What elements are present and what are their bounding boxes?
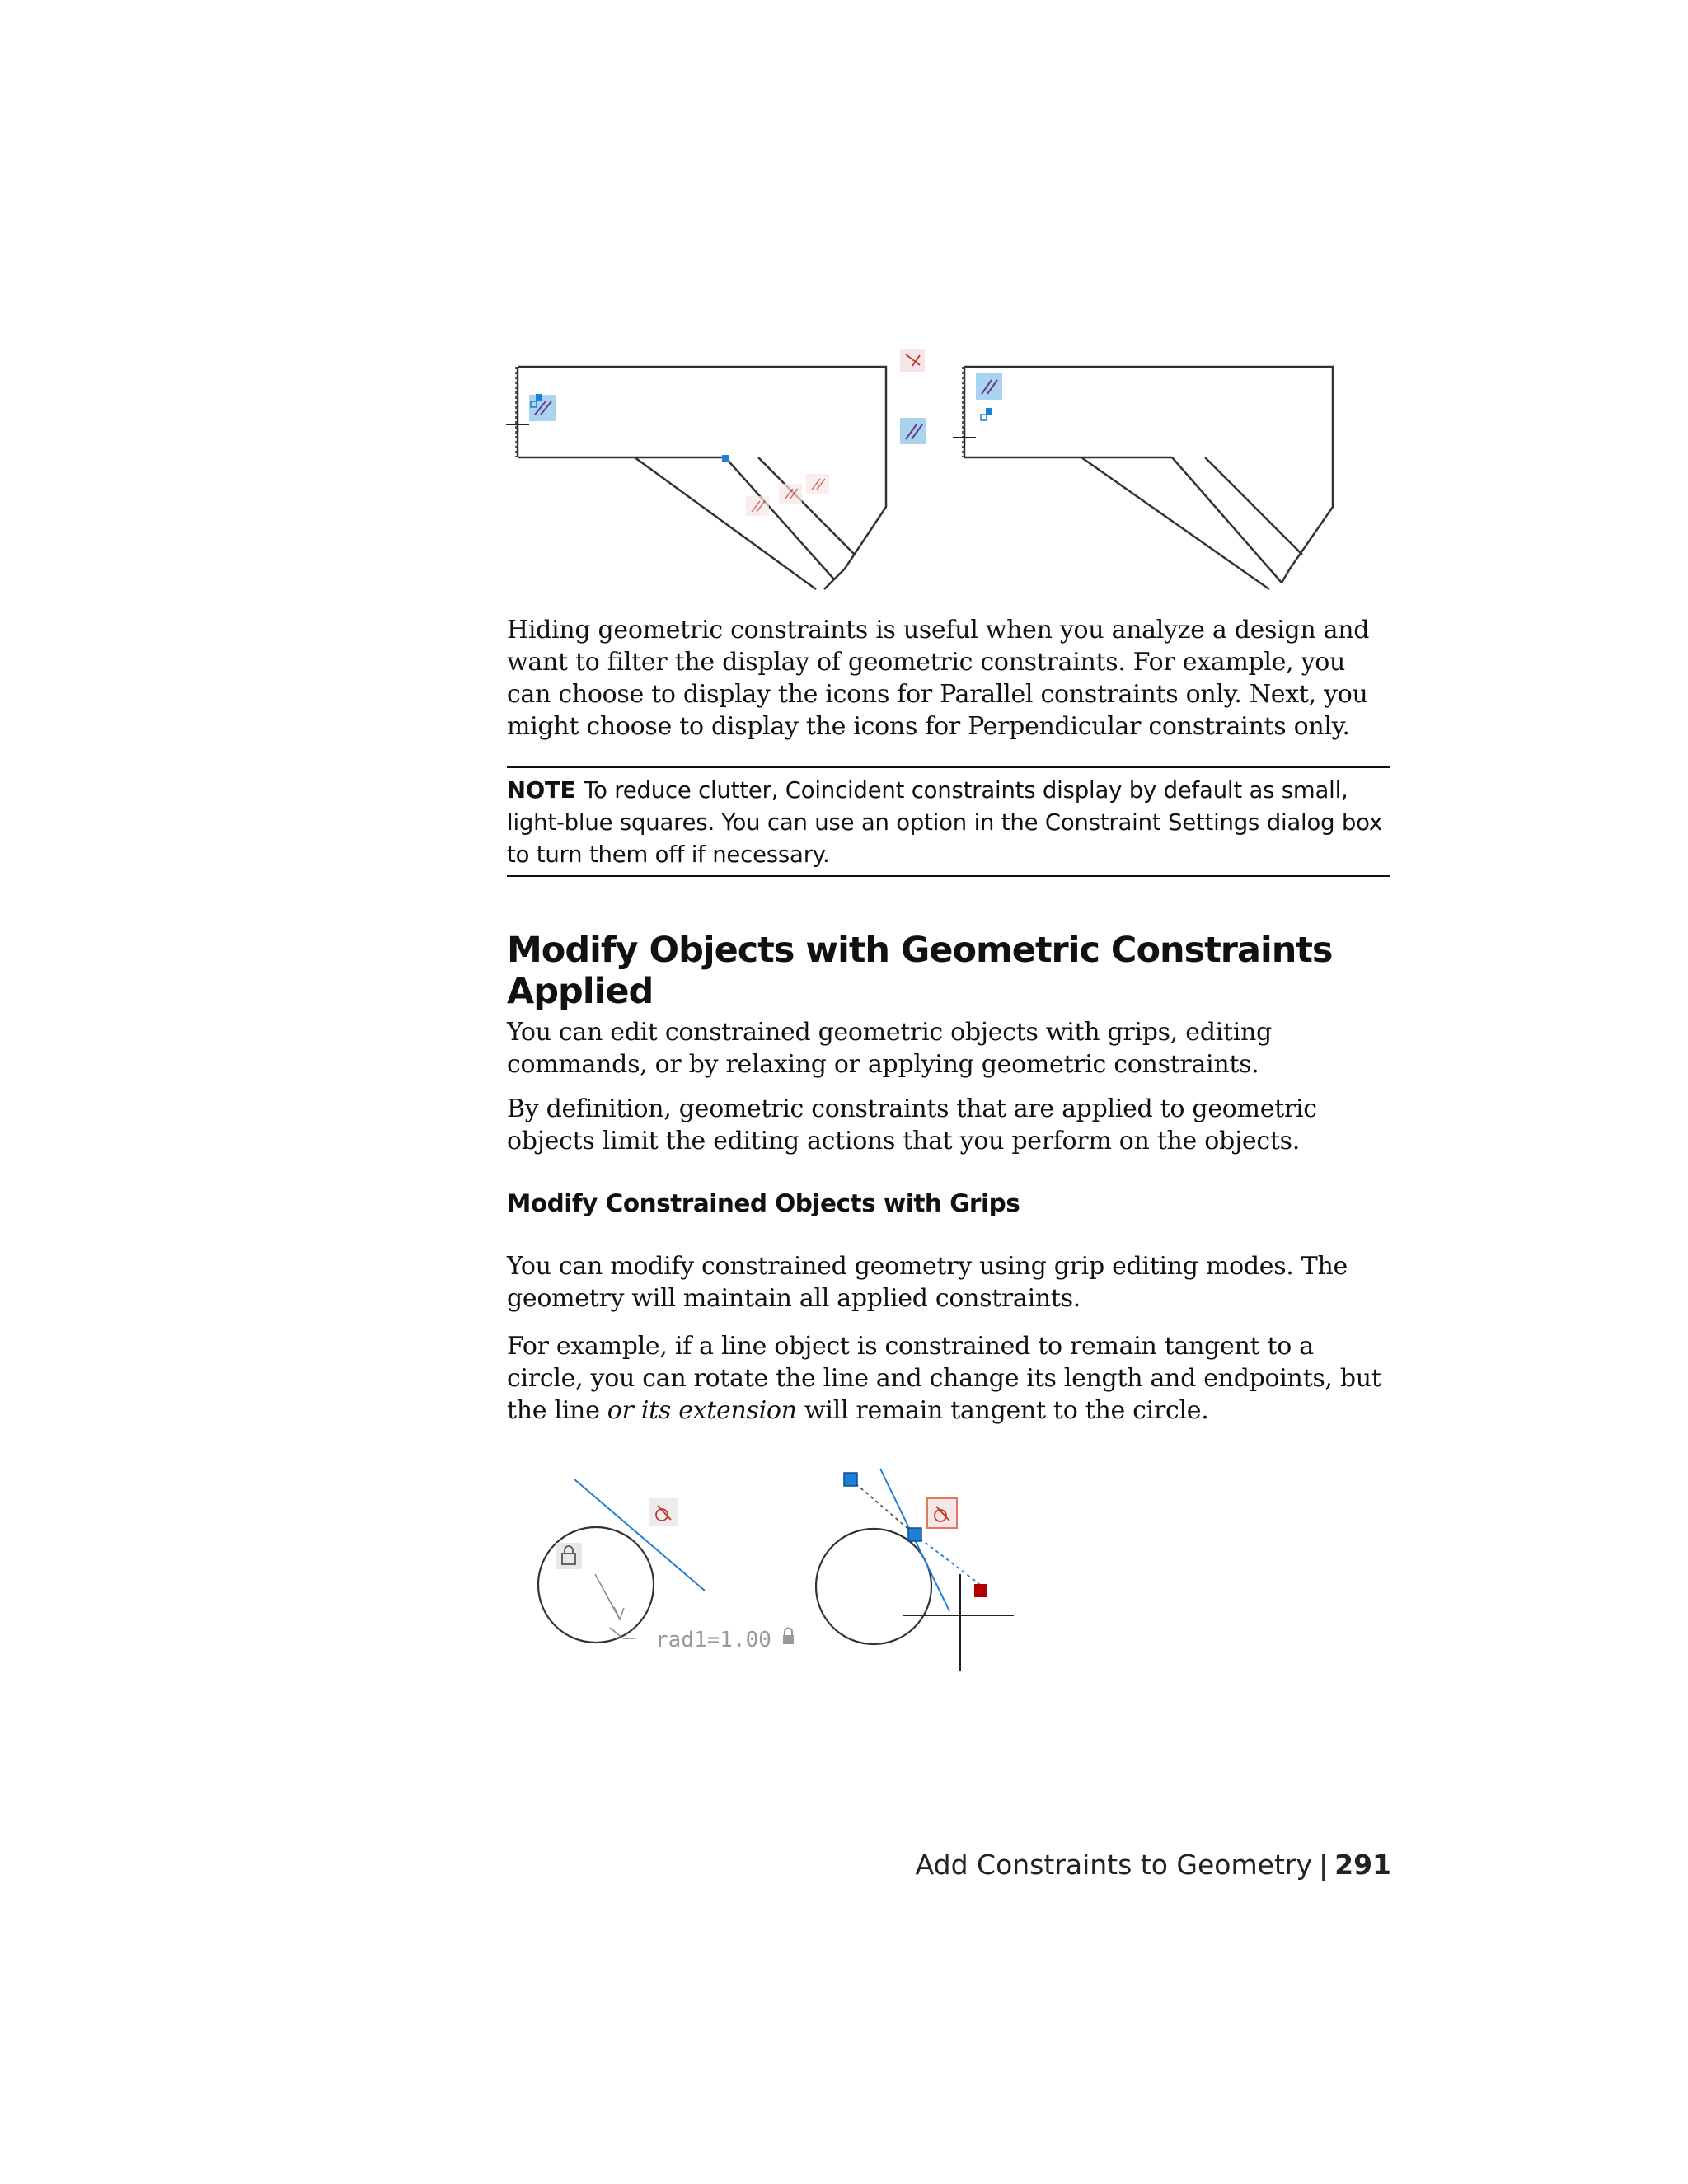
right-circle	[816, 1529, 931, 1644]
section-paragraph-2: By definition, geometric constraints that are applied to geometric objects limit the editing actions that you perform on the objects.	[507, 1094, 1317, 1155]
tangent-icon	[649, 1498, 678, 1526]
subsection-title: Modify Constrained Objects with Grips	[507, 1189, 1020, 1217]
figure-tangent-svg	[528, 1459, 1039, 1681]
footer-chapter: Add Constraints to Geometry	[915, 1849, 1312, 1881]
dimension-label: rad1=1.00	[655, 1628, 771, 1652]
parallel-icon	[529, 394, 556, 421]
hot-grip-square	[974, 1584, 987, 1597]
tangent-icon	[927, 1498, 957, 1528]
grip-square	[844, 1473, 857, 1486]
section-paragraph-1: You can edit constrained geometric objects with grips, editing commands, or by relaxing or applying geometric constraints.	[507, 1018, 1272, 1079]
perpendicular-icon	[900, 349, 925, 372]
subsection-paragraph-1: You can modify constrained geometry using grip editing modes. The geometry will maintain all applied constraints.	[507, 1252, 1348, 1313]
rubber-band-line	[851, 1479, 915, 1535]
page-footer	[916, 1849, 1391, 1881]
figure-constraints-svg	[495, 342, 1360, 602]
figure-constraints-shapes	[495, 342, 1360, 602]
section-title: Modify Objects with Geometric Constraints Applied	[507, 930, 1333, 1012]
note-block	[507, 766, 1390, 877]
note-text	[507, 775, 1390, 871]
grip-square	[908, 1528, 921, 1541]
dimension-leader	[595, 1574, 635, 1638]
note-body: To reduce clutter, Coincident constraints display by default as small, light-blue squares. You can use an option in the Constraint Settings dialog box to turn them off if necessary.	[507, 777, 1383, 868]
parallel-icon	[900, 418, 926, 444]
tangent-line-left	[574, 1479, 705, 1591]
paragraph-text-after: will remain tangent to the circle.	[796, 1396, 1209, 1425]
parallel-icon	[976, 373, 1002, 420]
footer-separator: |	[1318, 1849, 1329, 1881]
note-label: NOTE	[507, 777, 576, 804]
subsection-paragraph-2	[507, 1330, 1393, 1427]
page-number: 291	[1334, 1849, 1391, 1881]
crosshair-left	[506, 415, 529, 434]
crosshair-right	[953, 428, 976, 448]
coincident-grip	[722, 455, 729, 462]
figure-tangent-circles	[528, 1459, 1039, 1681]
lock-icon	[556, 1543, 582, 1569]
paragraph-text-before: For example, if a line object is constrained to remain tangent to a circle, you can rotate the line and change its length and endpoints, but the line	[507, 1332, 1381, 1425]
intro-paragraph: Hiding geometric constraints is useful when you analyze a design and want to filter the display of geometric constraints. For example, you can choose to display the icons for Parallel constraints only. Next, you might choose to display the icons for Perpendicular constraints only.	[507, 616, 1370, 741]
dimension-lock-icon	[783, 1629, 794, 1645]
right-shape	[964, 367, 1333, 589]
paragraph-emphasis: or its extension	[607, 1396, 797, 1425]
left-shape	[518, 367, 886, 589]
